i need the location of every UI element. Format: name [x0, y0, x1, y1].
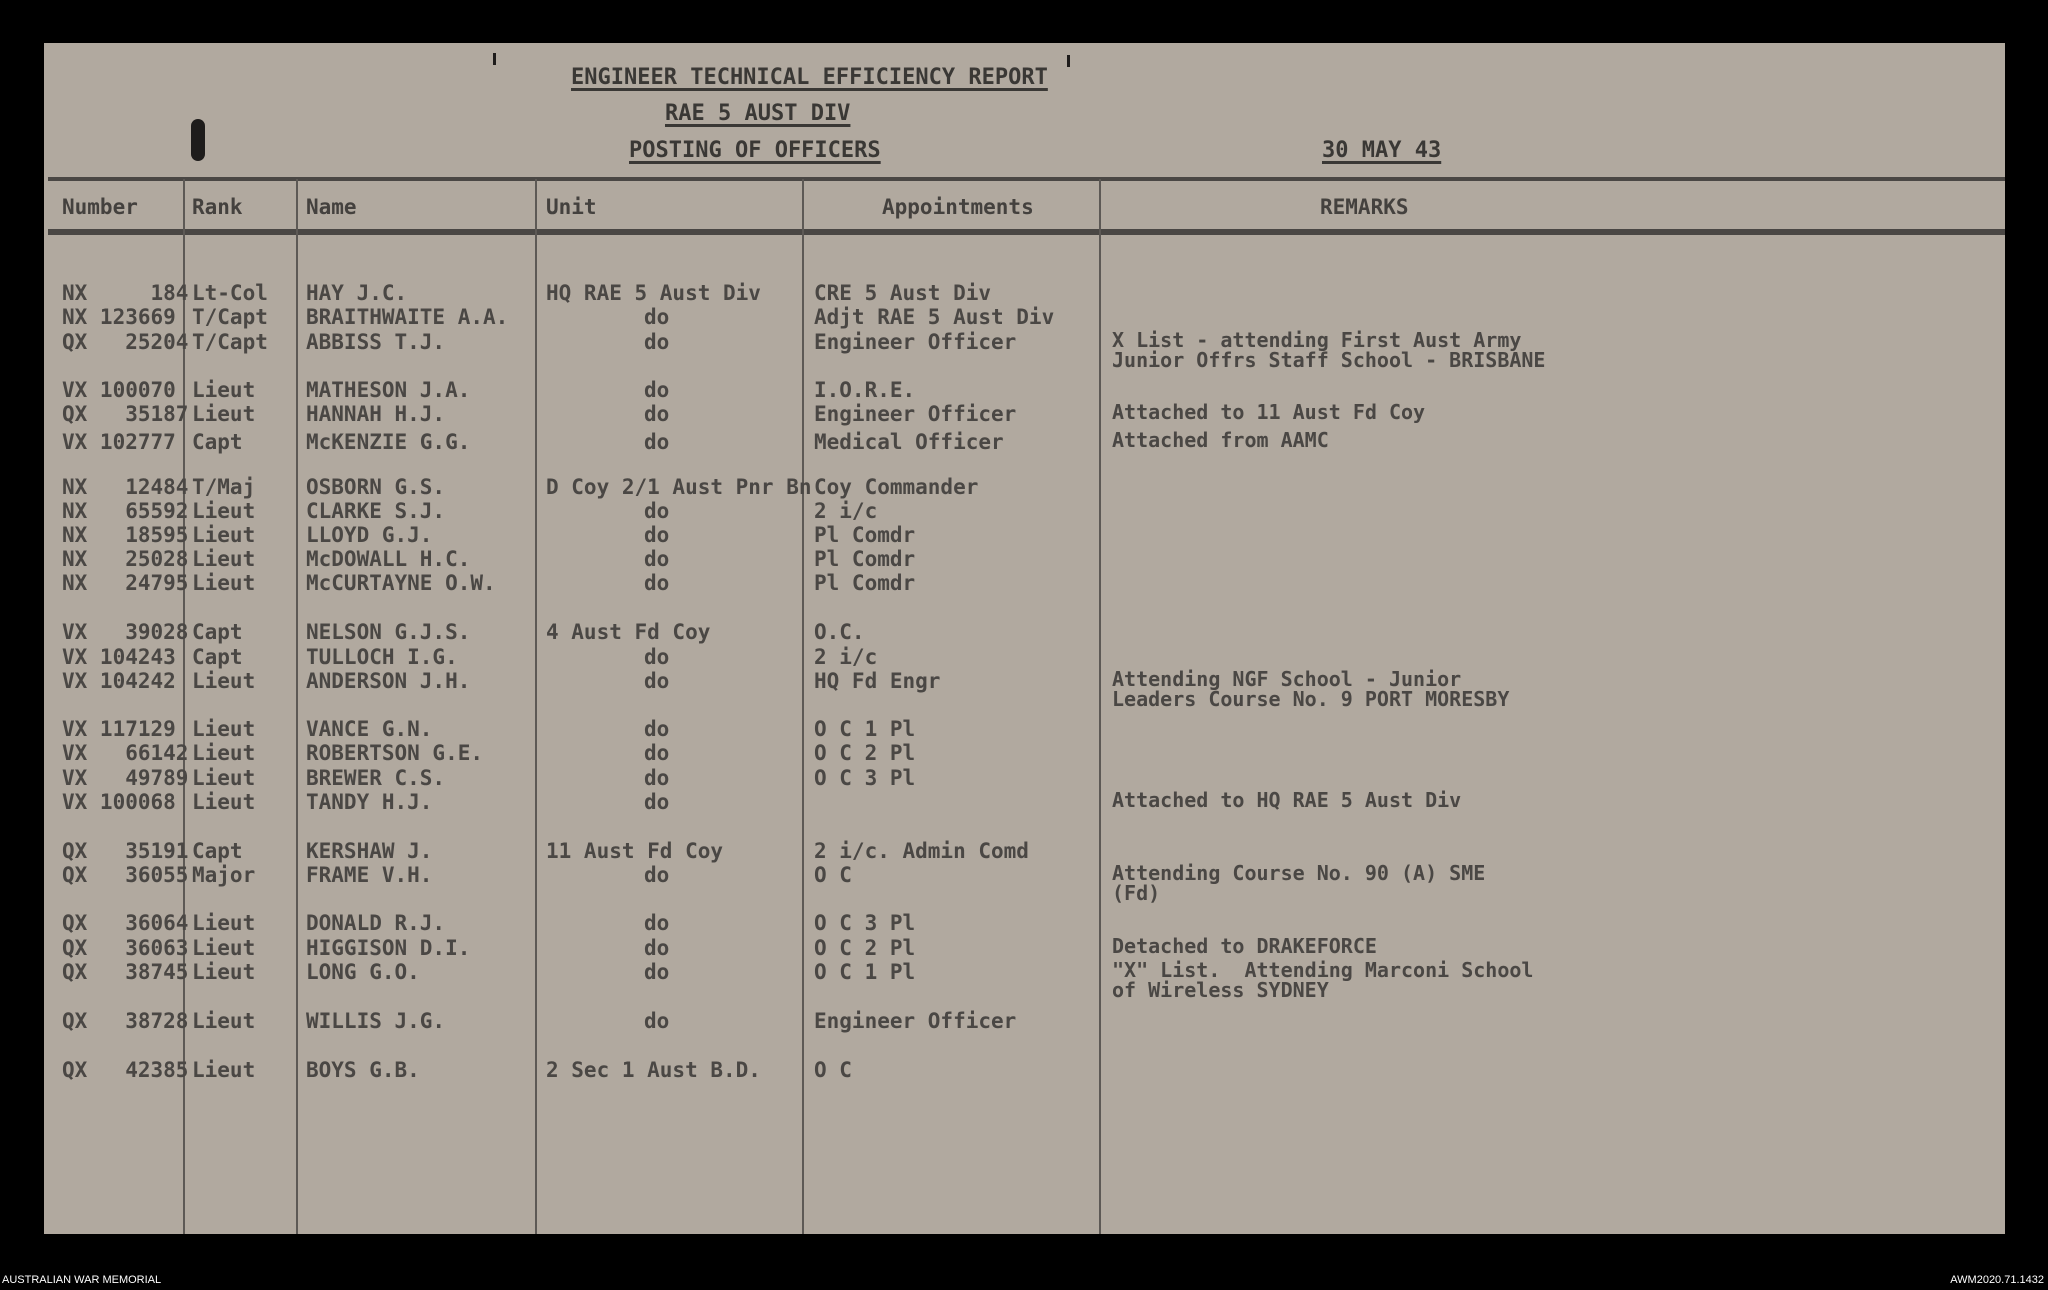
cell-appointment: 2 i/c [814, 645, 878, 669]
cell-name: TULLOCH I.G. [306, 645, 458, 669]
cell-rank: Capt [192, 620, 243, 644]
cell-rank: Lieut [192, 1009, 256, 1033]
header-appointments: Appointments [882, 195, 1034, 219]
cell-name: ABBISS T.J. [306, 330, 446, 354]
cell-appointment: O.C. [814, 620, 865, 644]
cell-appointment: Pl Comdr [814, 523, 916, 547]
cell-rank: Major [192, 863, 256, 887]
cell-number: VX 100068 [62, 790, 176, 814]
cell-appointment: O C 1 Pl [814, 960, 916, 984]
cell-name: LONG G.O. [306, 960, 420, 984]
cell-name: BOYS G.B. [306, 1058, 420, 1082]
cell-rank: Lieut [192, 547, 256, 571]
cell-appointment: Pl Comdr [814, 571, 916, 595]
cell-appointment: O C 1 Pl [814, 717, 916, 741]
cell-number: QX 42385 [62, 1058, 189, 1082]
cell-unit: do [644, 960, 670, 984]
cell-rank: Lieut [192, 378, 256, 402]
cell-appointment: O C 3 Pl [814, 766, 916, 790]
cell-number: NX 184 [62, 281, 189, 305]
cell-name: HIGGISON D.I. [306, 936, 471, 960]
document-sheet [44, 43, 2005, 1234]
cell-appointment: Engineer Officer [814, 1009, 1017, 1033]
cell-name: MATHESON J.A. [306, 378, 471, 402]
cell-appointment: CRE 5 Aust Div [814, 281, 992, 305]
cell-number: VX 49789 [62, 766, 189, 790]
cell-unit: HQ RAE 5 Aust Div [546, 281, 761, 305]
cell-unit: 11 Aust Fd Coy [546, 839, 724, 863]
cell-name: McCURTAYNE O.W. [306, 571, 496, 595]
cell-number: VX 39028 [62, 620, 189, 644]
cell-rank: T/Maj [192, 475, 256, 499]
cell-rank: Lieut [192, 741, 256, 765]
cell-unit: do [644, 523, 670, 547]
cell-number: QX 36063 [62, 936, 189, 960]
cell-number: QX 35187 [62, 402, 189, 426]
table-top-rule [48, 177, 2005, 181]
cell-unit: do [644, 741, 670, 765]
cell-name: TANDY H.J. [306, 790, 433, 814]
cell-name: ROBERTSON G.E. [306, 741, 484, 765]
cell-number: QX 25204 [62, 330, 189, 354]
cell-remarks: "X" List. Attending Marconi School of Wireless SYDNEY [1112, 958, 1534, 1002]
cell-number: NX 65592 [62, 499, 189, 523]
cell-name: McDOWALL H.C. [306, 547, 471, 571]
column-divider [802, 179, 804, 1234]
cell-number: VX 66142 [62, 741, 189, 765]
cell-appointment: 2 i/c [814, 499, 878, 523]
section-title: POSTING OF OFFICERS [629, 138, 881, 163]
cell-number: QX 38728 [62, 1009, 189, 1033]
punch-hole-mark [191, 119, 205, 161]
header-number: Number [62, 195, 138, 219]
cell-remarks: Attached from AAMC [1112, 428, 1329, 452]
cell-rank: Lieut [192, 499, 256, 523]
cell-appointment: O C 2 Pl [814, 741, 916, 765]
column-divider [296, 179, 298, 1234]
cell-number: VX 104242 [62, 669, 176, 693]
cell-name: DONALD R.J. [306, 911, 446, 935]
cell-remarks: Detached to DRAKEFORCE [1112, 934, 1377, 958]
header-remarks: REMARKS [1320, 195, 1409, 219]
cell-unit: do [644, 330, 670, 354]
cell-unit: do [644, 499, 670, 523]
header-name: Name [306, 195, 357, 219]
cell-appointment: O C 2 Pl [814, 936, 916, 960]
cell-remarks: Attached to 11 Aust Fd Coy [1112, 400, 1426, 424]
cell-rank: Capt [192, 430, 243, 454]
report-date: 30 MAY 43 [1322, 138, 1442, 163]
cell-appointment: I.O.R.E. [814, 378, 916, 402]
cell-number: NX 123669 [62, 305, 176, 329]
cell-number: QX 35191 [62, 839, 189, 863]
cell-appointment: O C 3 Pl [814, 911, 916, 935]
cell-appointment: Engineer Officer [814, 402, 1017, 426]
cell-rank: Capt [192, 839, 243, 863]
cell-appointment: O C [814, 1058, 852, 1082]
footer-accession: AWM2020.71.1432 [1950, 1274, 2044, 1286]
cell-unit: do [644, 717, 670, 741]
cell-unit: do [644, 378, 670, 402]
cell-unit: 4 Aust Fd Coy [546, 620, 711, 644]
cell-unit: do [644, 430, 670, 454]
cell-rank: Lieut [192, 960, 256, 984]
cell-unit: do [644, 936, 670, 960]
cell-name: KERSHAW J. [306, 839, 433, 863]
cell-rank: Lt-Col [192, 281, 268, 305]
header-rank: Rank [192, 195, 243, 219]
cell-rank: T/Capt [192, 330, 268, 354]
cell-rank: Lieut [192, 523, 256, 547]
report-title: ENGINEER TECHNICAL EFFICIENCY REPORT [571, 65, 1048, 90]
cell-appointment: O C [814, 863, 852, 887]
cell-number: VX 117129 [62, 717, 176, 741]
cell-unit: do [644, 790, 670, 814]
cell-appointment: HQ Fd Engr [814, 669, 941, 693]
cell-number: QX 36064 [62, 911, 189, 935]
cell-rank: Lieut [192, 669, 256, 693]
cell-name: WILLIS J.G. [306, 1009, 446, 1033]
cell-rank: Lieut [192, 571, 256, 595]
cell-number: QX 38745 [62, 960, 189, 984]
cell-unit: D Coy 2/1 Aust Pnr Bn [546, 475, 812, 499]
cell-unit: do [644, 402, 670, 426]
header-unit: Unit [546, 195, 597, 219]
footer-source: AUSTRALIAN WAR MEMORIAL [2, 1274, 162, 1286]
column-divider [535, 179, 537, 1234]
cell-name: NELSON G.J.S. [306, 620, 471, 644]
cell-remarks: Attending NGF School - Junior Leaders Course No. 9 PORT MORESBY [1112, 667, 1510, 711]
cell-unit: do [644, 645, 670, 669]
cell-unit: 2 Sec 1 Aust B.D. [546, 1058, 761, 1082]
cell-name: VANCE G.N. [306, 717, 433, 741]
cell-name: CLARKE S.J. [306, 499, 446, 523]
cell-name: OSBORN G.S. [306, 475, 446, 499]
cell-name: BRAITHWAITE A.A. [306, 305, 509, 329]
cell-name: ANDERSON J.H. [306, 669, 471, 693]
staple-mark [493, 53, 496, 65]
cell-name: FRAME V.H. [306, 863, 433, 887]
cell-number: NX 24795 [62, 571, 189, 595]
cell-unit: do [644, 669, 670, 693]
cell-unit: do [644, 863, 670, 887]
cell-appointment: Coy Commander [814, 475, 979, 499]
cell-remarks: Attending Course No. 90 (A) SME (Fd) [1112, 861, 1486, 905]
cell-rank: Capt [192, 645, 243, 669]
header-bottom-rule [48, 229, 2005, 235]
cell-name: LLOYD G.J. [306, 523, 433, 547]
cell-appointment: Adjt RAE 5 Aust Div [814, 305, 1055, 329]
cell-remarks: X List - attending First Aust Army Junior Offrs Staff School - BRISBANE [1112, 328, 1546, 372]
staple-mark [1067, 55, 1070, 67]
cell-name: HAY J.C. [306, 281, 408, 305]
cell-unit: do [644, 911, 670, 935]
cell-number: VX 100070 [62, 378, 176, 402]
cell-rank: Lieut [192, 717, 256, 741]
cell-appointment: Pl Comdr [814, 547, 916, 571]
report-subtitle: RAE 5 AUST DIV [665, 101, 851, 126]
cell-appointment: Engineer Officer [814, 330, 1017, 354]
cell-number: NX 12484 [62, 475, 189, 499]
cell-number: NX 25028 [62, 547, 189, 571]
cell-unit: do [644, 571, 670, 595]
cell-rank: Lieut [192, 1058, 256, 1082]
cell-rank: Lieut [192, 790, 256, 814]
column-divider [1099, 179, 1101, 1234]
cell-number: QX 36055 [62, 863, 189, 887]
cell-name: HANNAH H.J. [306, 402, 446, 426]
cell-appointment: Medical Officer [814, 430, 1004, 454]
footer [0, 1272, 2048, 1290]
cell-name: BREWER C.S. [306, 766, 446, 790]
cell-appointment: 2 i/c. Admin Comd [814, 839, 1029, 863]
cell-unit: do [644, 547, 670, 571]
cell-unit: do [644, 305, 670, 329]
cell-unit: do [644, 766, 670, 790]
cell-number: VX 102777 [62, 430, 176, 454]
cell-rank: T/Capt [192, 305, 268, 329]
cell-number: NX 18595 [62, 523, 189, 547]
cell-rank: Lieut [192, 766, 256, 790]
cell-name: McKENZIE G.G. [306, 430, 471, 454]
cell-unit: do [644, 1009, 670, 1033]
cell-rank: Lieut [192, 911, 256, 935]
cell-rank: Lieut [192, 936, 256, 960]
cell-remarks: Attached to HQ RAE 5 Aust Div [1112, 788, 1462, 812]
cell-number: VX 104243 [62, 645, 176, 669]
cell-rank: Lieut [192, 402, 256, 426]
